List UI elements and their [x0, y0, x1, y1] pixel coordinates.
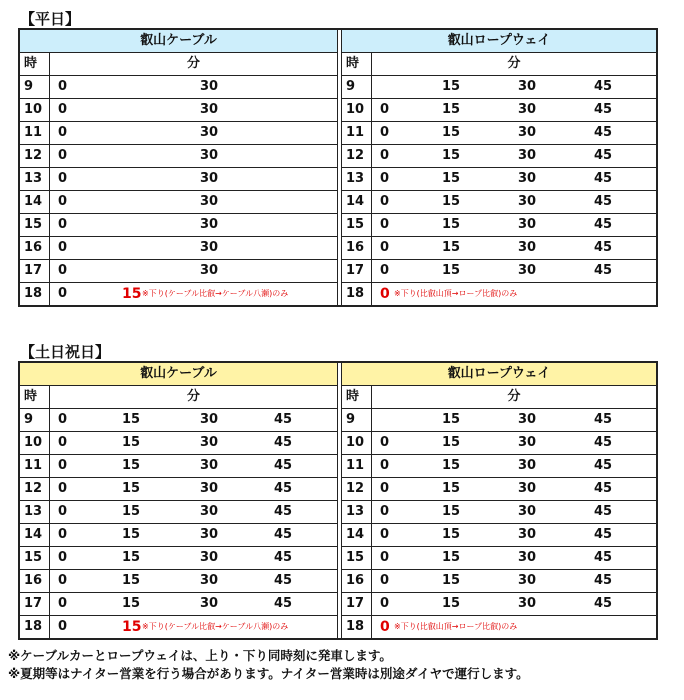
minute-30: 30 [200, 148, 219, 163]
down-only-note: ※下り(比叡山頂→ロープ比叡)のみ [393, 289, 518, 298]
hour-cell: 13 [342, 501, 372, 523]
minute-30: 30 [517, 263, 537, 278]
minute-30: 30 [200, 240, 219, 255]
minute-0: 0 [379, 573, 390, 588]
minute-45: 45 [274, 458, 293, 473]
minute-header: 分 [186, 389, 200, 404]
minutes-cell [50, 260, 337, 282]
minutes-cell [50, 455, 337, 477]
hour-cell: 16 [342, 570, 372, 592]
minute-30: 30 [517, 573, 537, 588]
timetable-row [20, 570, 337, 593]
minute-15: 15 [441, 79, 461, 94]
minutes-cell [50, 76, 337, 98]
minute-15: 15 [122, 619, 142, 635]
weekday-cable-column-header [20, 53, 337, 76]
minute-0: 0 [379, 458, 390, 473]
minute-15: 15 [441, 263, 461, 278]
hour-cell: 13 [20, 501, 50, 523]
minute-0: 0 [379, 102, 390, 117]
minute-30: 30 [517, 504, 537, 519]
hour-header: 時 [20, 386, 50, 408]
minute-15: 15 [122, 573, 141, 588]
minutes-cell [372, 570, 656, 592]
minute-15: 15 [441, 125, 461, 140]
hour-cell: 9 [342, 76, 372, 98]
minute-45: 45 [593, 527, 613, 542]
hour-cell: 14 [342, 191, 372, 213]
weekday-ropeway-panel [341, 30, 656, 305]
minute-0: 0 [58, 527, 68, 542]
minute-45: 45 [593, 573, 613, 588]
minutes-cell [50, 432, 337, 454]
hour-cell: 15 [342, 214, 372, 236]
minute-30: 30 [200, 102, 219, 117]
timetable-row [342, 616, 656, 638]
minute-0: 0 [379, 194, 390, 209]
minutes-cell [372, 547, 656, 569]
minute-45: 45 [593, 217, 613, 232]
timetable-row [20, 191, 337, 214]
minute-30: 30 [200, 573, 219, 588]
hour-cell: 11 [342, 122, 372, 144]
minute-45: 45 [274, 481, 293, 496]
minute-15: 15 [441, 240, 461, 255]
timetable-row [342, 501, 656, 524]
down-only-note: ※下り(ケーブル比叡→ケーブル八瀬)のみ [142, 289, 289, 298]
hour-cell: 10 [342, 99, 372, 121]
hour-cell: 16 [342, 237, 372, 259]
minutes-cell [50, 593, 337, 615]
minute-30: 30 [517, 240, 537, 255]
timetable-row [20, 432, 337, 455]
hour-cell: 9 [20, 409, 50, 431]
minutes-cell [372, 168, 656, 190]
hour-cell: 15 [342, 547, 372, 569]
minute-45: 45 [593, 171, 613, 186]
minute-15: 15 [441, 481, 461, 496]
minutes-cell [50, 501, 337, 523]
minute-30: 30 [200, 550, 219, 565]
minute-45: 45 [593, 504, 613, 519]
minute-15: 15 [122, 435, 141, 450]
timetable-row [342, 409, 656, 432]
hour-cell: 9 [342, 409, 372, 431]
minute-30: 30 [517, 148, 537, 163]
minute-15: 15 [122, 286, 142, 302]
holiday-timetable [18, 361, 658, 640]
timetable-row [20, 76, 337, 99]
timetable-row [342, 547, 656, 570]
hour-cell: 10 [342, 432, 372, 454]
minute-0: 0 [379, 148, 390, 163]
minutes-cell [50, 570, 337, 592]
minute-30: 30 [517, 125, 537, 140]
minute-0: 0 [379, 263, 390, 278]
minutes-cell [50, 191, 337, 213]
hour-cell: 14 [20, 191, 50, 213]
minutes-cell [372, 455, 656, 477]
timetable-row [20, 283, 337, 305]
timetable-row [342, 191, 656, 214]
minute-45: 45 [593, 412, 613, 427]
hour-cell: 12 [20, 478, 50, 500]
hour-cell: 11 [20, 455, 50, 477]
minute-0: 0 [379, 527, 390, 542]
timetable-row [20, 478, 337, 501]
minute-0: 0 [379, 240, 390, 255]
minute-0: 0 [58, 619, 68, 634]
minute-15: 15 [441, 504, 461, 519]
minute-15: 15 [441, 527, 461, 542]
holiday-cable-panel [20, 363, 338, 638]
minutes-cell [372, 524, 656, 546]
minute-15: 15 [441, 550, 461, 565]
minute-header: 分 [186, 56, 200, 71]
minute-45: 45 [274, 504, 293, 519]
minute-45: 45 [593, 102, 613, 117]
minute-15: 15 [441, 573, 461, 588]
holiday-cable-column-header [20, 386, 337, 409]
minutes-cell [372, 616, 656, 638]
minutes-cell [372, 409, 656, 431]
minute-15: 15 [122, 596, 141, 611]
minute-0: 0 [379, 481, 390, 496]
minute-15: 15 [122, 458, 141, 473]
down-only-note: ※下り(ケーブル比叡→ケーブル八瀬)のみ [142, 622, 289, 631]
hour-cell: 17 [20, 593, 50, 615]
minute-0: 0 [58, 102, 68, 117]
hour-cell: 16 [20, 237, 50, 259]
minute-45: 45 [593, 458, 613, 473]
weekday-cable-panel [20, 30, 338, 305]
minute-15: 15 [441, 217, 461, 232]
weekday-label: 【平日】 [20, 10, 81, 28]
minute-0: 0 [58, 481, 68, 496]
minute-30: 30 [517, 596, 537, 611]
weekday-timetable [18, 28, 658, 307]
minutes-cell [372, 99, 656, 121]
timetable-row [342, 570, 656, 593]
minute-30: 30 [200, 504, 219, 519]
timetable-row [342, 455, 656, 478]
timetable-row [20, 122, 337, 145]
minute-0: 0 [58, 217, 68, 232]
hour-cell: 10 [20, 99, 50, 121]
minute-30: 30 [517, 171, 537, 186]
timetable-row [20, 237, 337, 260]
minute-0: 0 [58, 171, 68, 186]
minutes-cell [50, 237, 337, 259]
timetable-row [20, 501, 337, 524]
weekday-cable-title: 叡山ケーブル [20, 30, 337, 53]
minutes-cell [372, 283, 656, 305]
minute-30: 30 [517, 458, 537, 473]
hour-cell: 17 [342, 593, 372, 615]
minute-0: 0 [379, 435, 390, 450]
hour-cell: 15 [20, 214, 50, 236]
minute-15: 15 [122, 527, 141, 542]
timetable-row [342, 478, 656, 501]
minute-45: 45 [593, 550, 613, 565]
minutes-cell [50, 145, 337, 167]
minute-0: 0 [379, 217, 390, 232]
timetable-row [342, 260, 656, 283]
timetable-row [342, 99, 656, 122]
minute-30: 30 [200, 263, 219, 278]
timetable-row [342, 168, 656, 191]
hour-cell: 17 [342, 260, 372, 282]
minute-45: 45 [593, 263, 613, 278]
minute-0: 0 [379, 619, 390, 635]
minutes-cell [372, 432, 656, 454]
minutes-cell [50, 409, 337, 431]
minute-0: 0 [58, 194, 68, 209]
minute-15: 15 [441, 458, 461, 473]
minute-15: 15 [441, 102, 461, 117]
hour-cell: 12 [342, 145, 372, 167]
timetable-row [342, 432, 656, 455]
minute-0: 0 [58, 79, 68, 94]
hour-cell: 18 [342, 283, 372, 305]
minute-15: 15 [441, 596, 461, 611]
minute-15: 15 [122, 412, 141, 427]
minute-15: 15 [122, 504, 141, 519]
timetable-row [342, 283, 656, 305]
hour-cell: 14 [342, 524, 372, 546]
minute-30: 30 [200, 125, 219, 140]
hour-cell: 18 [20, 616, 50, 638]
minute-0: 0 [58, 458, 68, 473]
minute-30: 30 [517, 194, 537, 209]
down-only-note: ※下り(比叡山頂→ロープ比叡)のみ [393, 622, 518, 631]
minute-0: 0 [58, 550, 68, 565]
minute-45: 45 [274, 596, 293, 611]
minute-0: 0 [58, 125, 68, 140]
hour-cell: 10 [20, 432, 50, 454]
hour-cell: 9 [20, 76, 50, 98]
minute-30: 30 [200, 79, 219, 94]
minute-15: 15 [441, 148, 461, 163]
minute-15: 15 [441, 194, 461, 209]
timetable-row [20, 214, 337, 237]
timetable-row [342, 76, 656, 99]
minutes-cell [372, 145, 656, 167]
minute-45: 45 [593, 596, 613, 611]
minute-30: 30 [200, 481, 219, 496]
minutes-cell [372, 122, 656, 144]
minute-30: 30 [517, 550, 537, 565]
timetable-row [20, 593, 337, 616]
minute-15: 15 [441, 412, 461, 427]
hour-cell: 13 [342, 168, 372, 190]
footnote-1: ※ケーブルカーとロープウェイは、上り・下り同時刻に発車します。 [8, 648, 392, 663]
minutes-cell [372, 76, 656, 98]
timetable-row [20, 616, 337, 638]
timetable-row [342, 214, 656, 237]
minute-45: 45 [274, 435, 293, 450]
minute-0: 0 [379, 125, 390, 140]
minute-0: 0 [58, 504, 68, 519]
minute-0: 0 [379, 596, 390, 611]
minute-45: 45 [274, 412, 293, 427]
hour-cell: 12 [342, 478, 372, 500]
minute-0: 0 [379, 550, 390, 565]
minute-0: 0 [379, 171, 390, 186]
minute-0: 0 [58, 573, 68, 588]
minute-45: 45 [593, 148, 613, 163]
minute-45: 45 [593, 435, 613, 450]
minutes-cell [372, 191, 656, 213]
minute-0: 0 [58, 596, 68, 611]
weekday-ropeway-title: 叡山ロープウェイ [342, 30, 656, 53]
footnote-2: ※夏期等はナイター営業を行う場合があります。ナイター営業時は別途ダイヤで運行します。 [8, 666, 529, 681]
minute-30: 30 [200, 527, 219, 542]
minutes-cell [50, 547, 337, 569]
minute-45: 45 [593, 125, 613, 140]
hour-cell: 11 [20, 122, 50, 144]
minute-45: 45 [593, 240, 613, 255]
minute-0: 0 [379, 286, 390, 302]
minute-30: 30 [200, 171, 219, 186]
minutes-cell [372, 478, 656, 500]
holiday-ropeway-title: 叡山ロープウェイ [342, 363, 656, 386]
minute-header: 分 [507, 389, 521, 404]
minutes-cell [50, 99, 337, 121]
minutes-cell [372, 260, 656, 282]
minute-0: 0 [58, 286, 68, 301]
minutes-cell [372, 593, 656, 615]
holiday-cable-title: 叡山ケーブル [20, 363, 337, 386]
minute-30: 30 [200, 435, 219, 450]
timetable-row [342, 524, 656, 547]
minute-0: 0 [58, 148, 68, 163]
minute-30: 30 [200, 596, 219, 611]
minute-0: 0 [379, 504, 390, 519]
minutes-cell [50, 478, 337, 500]
timetable-row [20, 99, 337, 122]
timetable-row [20, 524, 337, 547]
minute-45: 45 [274, 527, 293, 542]
minute-30: 30 [200, 412, 219, 427]
minute-30: 30 [517, 435, 537, 450]
minutes-cell [372, 501, 656, 523]
minute-45: 45 [593, 79, 613, 94]
minute-30: 30 [517, 412, 537, 427]
holiday-label: 【土日祝日】 [20, 343, 111, 361]
hour-header: 時 [342, 53, 372, 75]
minute-0: 0 [58, 435, 68, 450]
minute-header: 分 [507, 56, 521, 71]
minutes-cell [372, 214, 656, 236]
timetable-row [342, 122, 656, 145]
hour-cell: 14 [20, 524, 50, 546]
timetable-row [20, 145, 337, 168]
minutes-cell [372, 237, 656, 259]
timetable-row [20, 168, 337, 191]
timetable-row [20, 547, 337, 570]
minute-45: 45 [274, 573, 293, 588]
minute-45: 45 [274, 550, 293, 565]
minutes-cell [50, 283, 337, 305]
timetable-row [342, 593, 656, 616]
minute-30: 30 [517, 79, 537, 94]
minute-0: 0 [58, 263, 68, 278]
weekday-ropeway-column-header [342, 53, 656, 76]
minute-30: 30 [200, 217, 219, 232]
minute-15: 15 [122, 481, 141, 496]
minute-0: 0 [58, 412, 68, 427]
minute-15: 15 [122, 550, 141, 565]
minute-45: 45 [593, 481, 613, 496]
minute-30: 30 [517, 217, 537, 232]
minute-45: 45 [593, 194, 613, 209]
hour-header: 時 [20, 53, 50, 75]
minutes-cell [50, 122, 337, 144]
minutes-cell [50, 524, 337, 546]
minute-30: 30 [200, 194, 219, 209]
minute-30: 30 [517, 481, 537, 496]
hour-cell: 15 [20, 547, 50, 569]
minute-15: 15 [441, 171, 461, 186]
hour-cell: 17 [20, 260, 50, 282]
timetable-row [20, 455, 337, 478]
minutes-cell [50, 214, 337, 236]
minute-15: 15 [441, 435, 461, 450]
holiday-ropeway-column-header [342, 386, 656, 409]
hour-cell: 18 [20, 283, 50, 305]
minute-30: 30 [517, 102, 537, 117]
timetable-row [20, 409, 337, 432]
holiday-ropeway-panel [341, 363, 656, 638]
hour-cell: 16 [20, 570, 50, 592]
hour-cell: 11 [342, 455, 372, 477]
minutes-cell [50, 168, 337, 190]
timetable-row [342, 237, 656, 260]
hour-cell: 18 [342, 616, 372, 638]
hour-cell: 13 [20, 168, 50, 190]
minutes-cell [50, 616, 337, 638]
minute-30: 30 [517, 527, 537, 542]
timetable-row [342, 145, 656, 168]
hour-header: 時 [342, 386, 372, 408]
timetable-row [20, 260, 337, 283]
minute-30: 30 [200, 458, 219, 473]
minute-0: 0 [58, 240, 68, 255]
hour-cell: 12 [20, 145, 50, 167]
